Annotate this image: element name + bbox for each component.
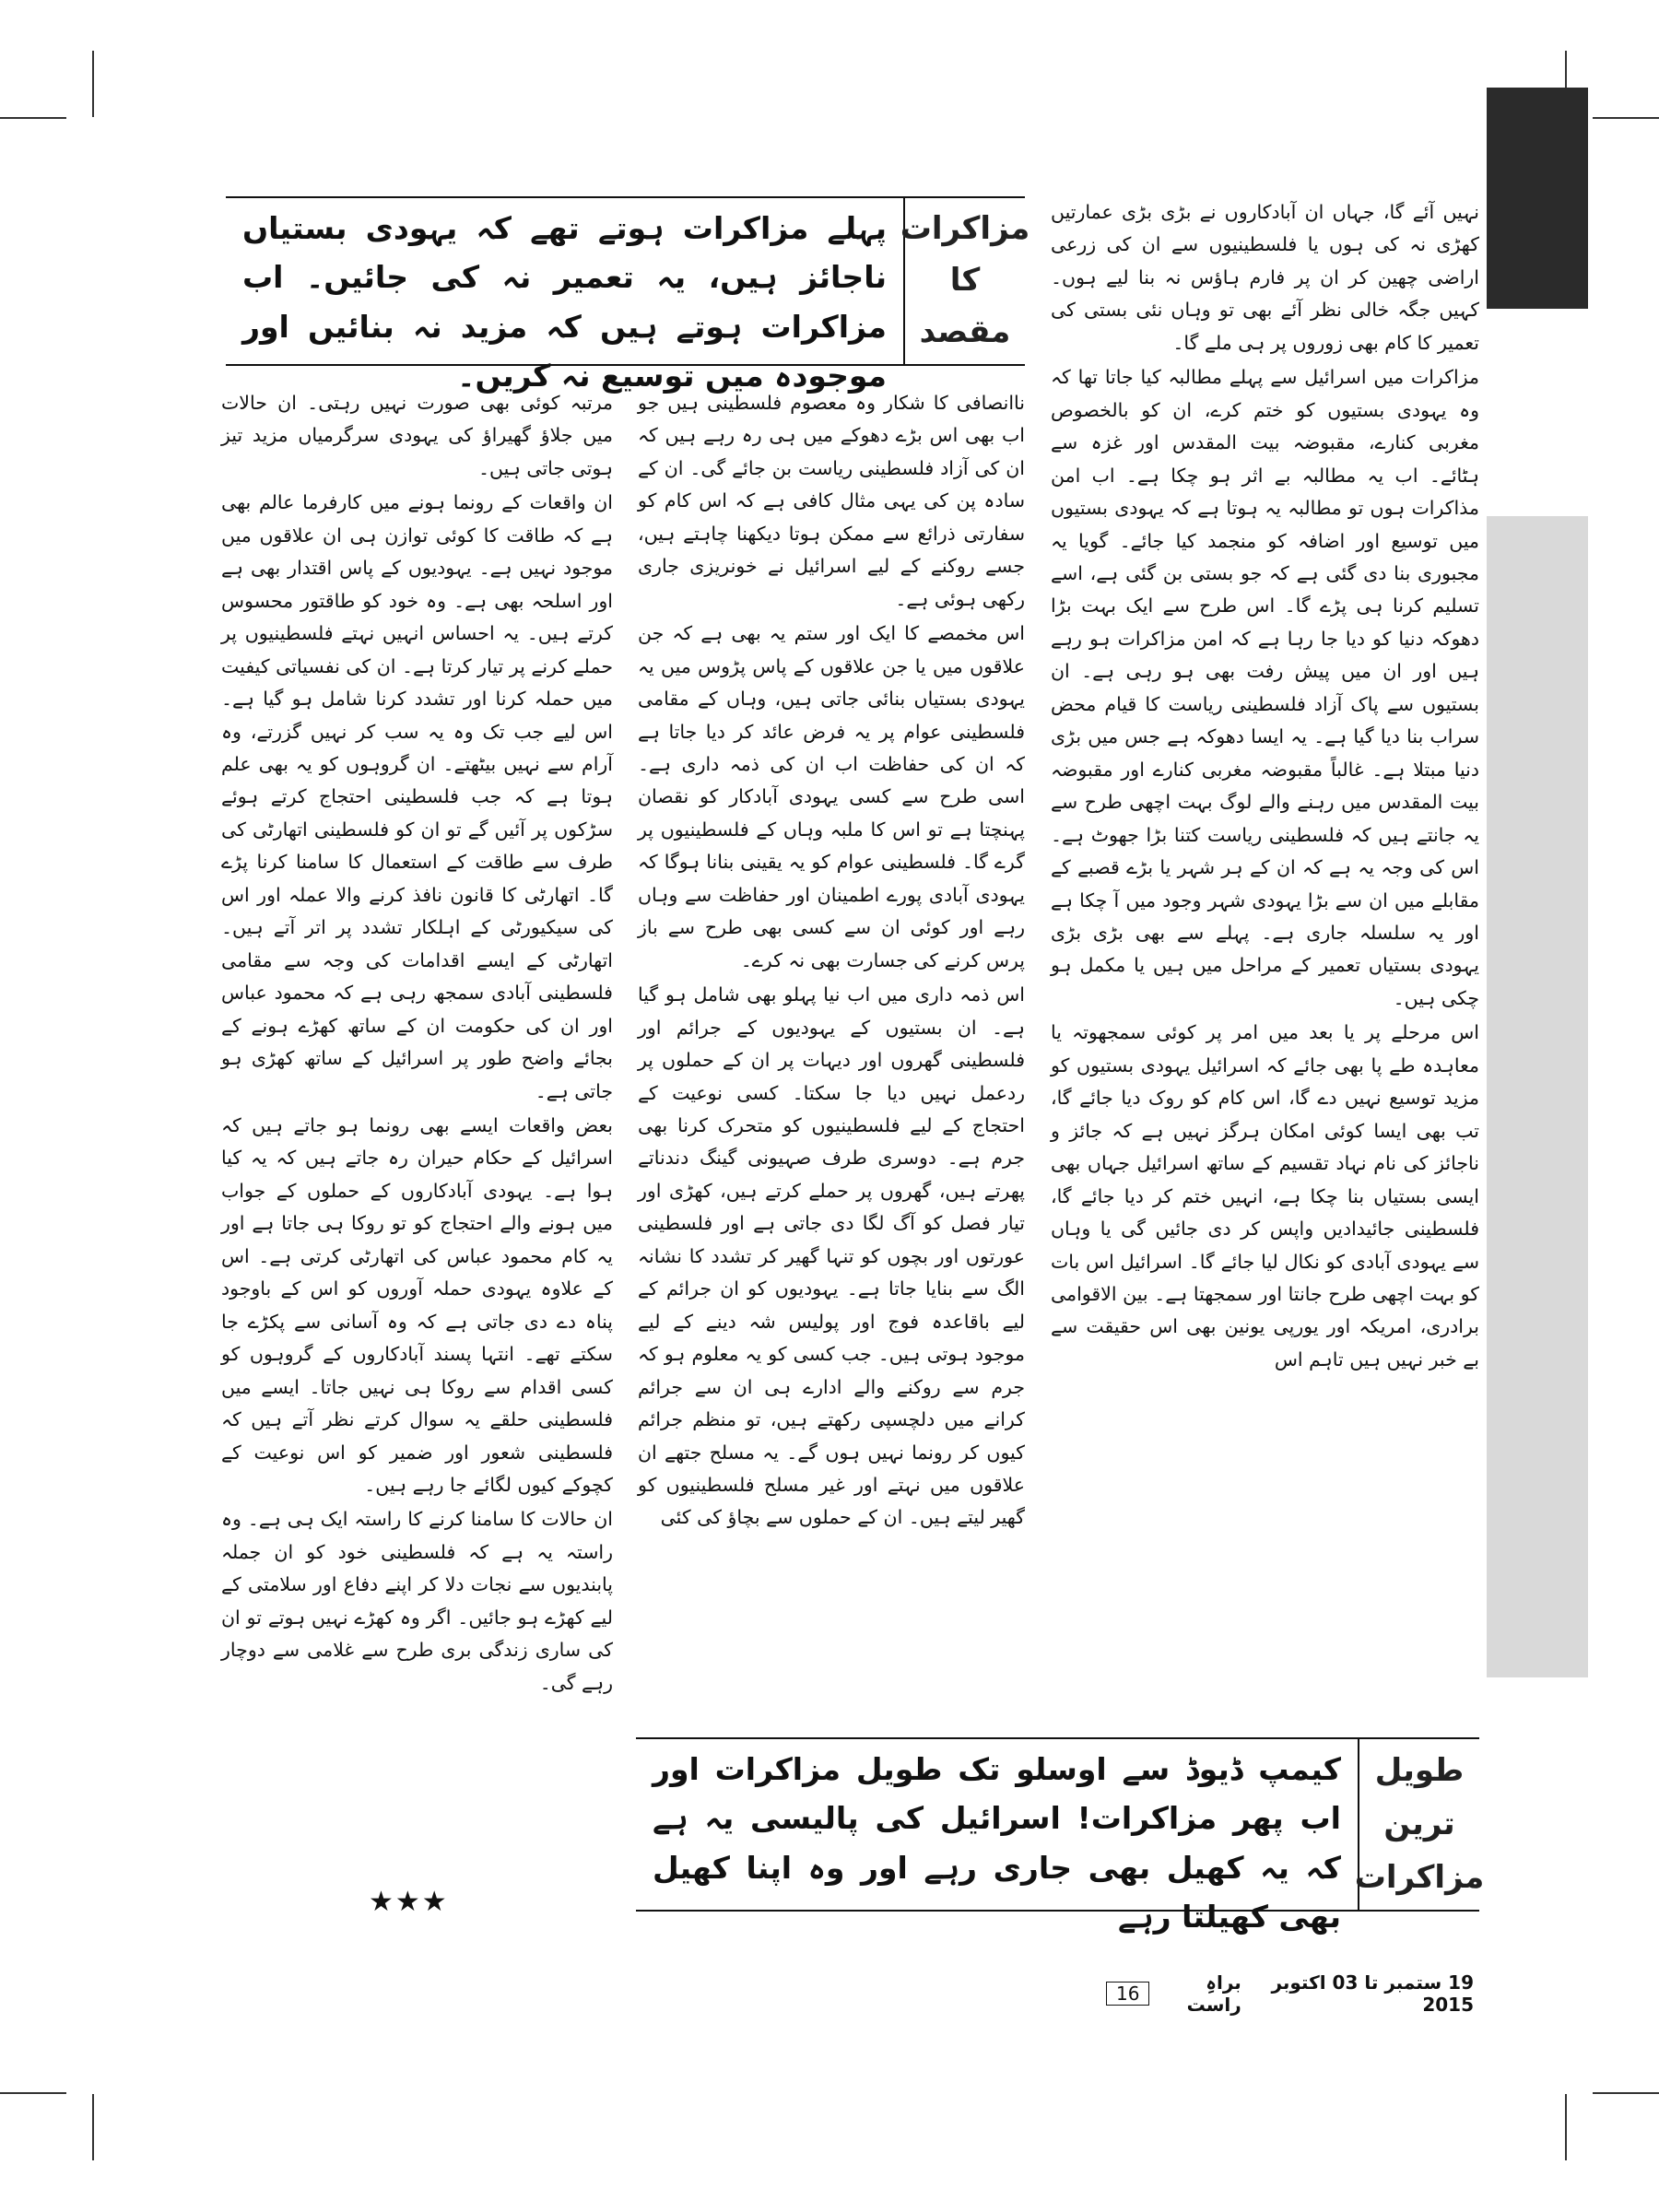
pull-quote-label-line: ترین: [1383, 1805, 1455, 1842]
issue-date: 19 ستمبر تا 03 اکتوبر 2015: [1271, 1971, 1474, 2016]
pull-quote-label-line: مزاکرات: [900, 210, 1030, 248]
page-number: 16: [1106, 1982, 1149, 2006]
paragraph: اس مخمصے کا ایک اور ستم یہ بھی ہے کہ جن علاقوں میں یا جن علاقوں کے پاس پڑوس میں یہ یہودی بستیاں بنائی جاتی ہیں، وہاں کے مقامی فلسطینی عوام پر یہ فرض عائد کر دیا جاتا ہے کہ ان کی حفاظت اب ان کی ذمہ داری ہے۔ اسی طرح سے کسی یہودی آبادکار کو نقصان پہنچتا ہے تو اس کا ملبہ وہاں کے فلسطینیوں پر گرے گا۔ فلسطینی عوام کو یہ یقینی بنانا ہوگا کہ یہودی آبادی پورے اطمینان اور حفاظت سے وہاں رہے اور کوئی ان سے کسی بھی طرح سے باز پرس کرنے کی جسارت بھی نہ کرے۔: [638, 622, 1025, 971]
crop-mark: [1593, 117, 1659, 119]
article-column-left: [221, 387, 613, 1880]
article-column-middle: [638, 387, 1025, 1899]
crop-mark: [92, 2094, 94, 2160]
page-footer: [1106, 1971, 1479, 2016]
pull-quote-label-line: طویل: [1374, 1752, 1465, 1790]
crop-mark: [92, 51, 94, 117]
page-edge-tab-dark: [1487, 88, 1588, 309]
pull-quote-label-line: مقصد: [919, 313, 1011, 351]
paragraph: ان حالات کا سامنا کرنے کا راستہ ایک ہی ہے۔ وہ راستہ یہ ہے کہ فلسطینی خود کو ان جملہ پابندیوں سے نجات دلا کر اپنے دفاع اور سلامتی کے لیے کھڑے ہو جائیں۔ اگر وہ کھڑے نہیں ہوتے تو ان کی ساری زندگی بری طرح سے غلامی سے دوچار رہے گی۔: [221, 1508, 613, 1694]
pull-quote-text: کیمپ ڈیوڈ سے اوسلو تک طویل مزاکرات اور اب پھر مزاکرات! اسرائیل کی پالیسی یہ ہے کہ یہ کھیل بھی جاری رہے اور وہ اپنا کھیل بھی کھیلتا رہے: [653, 1751, 1341, 1936]
paragraph: بعض واقعات ایسے بھی رونما ہو جاتے ہیں کہ اسرائیل کے حکام حیران رہ جاتے ہیں کہ یہ کیا ہوا ہے۔ یہودی آبادکاروں کے حملوں کے جواب میں ہونے والے احتجاج کو تو روکا ہی جاتا ہے اور یہ کام محمود عباس کی اتھارٹی کرتی ہے۔ اس کے علاوہ یہودی حملہ آوروں کو اس کے باوجود پناہ دے دی جاتی ہے کہ وہ آسانی سے پکڑے جا سکتے تھے۔ انتہا پسند آبادکاروں کے گروہوں کو کسی اقدام سے روکا ہی نہیں جاتا۔ ایسے میں فلسطینی حلقے یہ سوال کرتے نظر آتے ہیں کہ فلسطینی شعور اور ضمیر کو اس نوعیت کے کچوکے کیوں لگائے جا رہے ہیں۔: [221, 1113, 613, 1496]
pull-quote-label-line: کا: [949, 262, 981, 300]
pull-quote-label: [1354, 1739, 1485, 1910]
paragraph: ناانصافی کا شکار وہ معصوم فلسطینی ہیں جو اب بھی اس بڑے دھوکے میں ہی رہ رہے ہیں کہ ان کی آزاد فلسطینی ریاست بن جائے گی۔ ان کے سادہ پن کی یہی مثال کافی ہے کہ اس کام کو سفارتی ذرائع سے ممکن ہوتا دیکھنا چاہتے ہیں، جسے روکنے کے لیے اسرائیل نے خونریزی جاری رکھی ہوئی ہے۔: [638, 392, 1025, 610]
magazine-name: براہِ راست: [1186, 1971, 1241, 2016]
crop-mark: [1565, 2094, 1567, 2160]
end-mark: ★★★: [369, 1886, 449, 1918]
pull-quote-label-line: مزاکرات: [1354, 1858, 1485, 1896]
page-edge-tab-light: [1487, 516, 1588, 1677]
article-column-right: [1051, 196, 1479, 1901]
crop-mark: [1593, 2092, 1659, 2094]
pull-quote-label: [900, 198, 1030, 364]
pull-quote-text: پہلے مزاکرات ہوتے تھے کہ یہودی بستیاں ناجائز ہیں، یہ تعمیر نہ کی جائیں۔ اب مزاکرات ہوتے ہیں کہ مزید نہ بنائیں اور موجودہ میں توسیع نہ کریں۔: [242, 210, 887, 394]
paragraph: مزاکرات میں اسرائیل سے پہلے مطالبہ کیا جاتا تھا کہ وہ یہودی بستیوں کو ختم کرے، ان کو بالخصوص مغربی کنارے، مقبوضہ بیت المقدس اور غزہ سے ہٹائے۔ اب یہ مطالبہ بے اثر ہو چکا ہے۔ اب امن مذاکرات ہوں تو مطالبہ یہ ہوتا ہے کہ یہودی بستیوں میں توسیع اور اضافہ کو منجمد کیا جائے۔ گویا یہ مجبوری بنا دی گئی ہے کہ جو بستی بن گئی ہے، اسے تسلیم کرنا ہی پڑے گا۔ اس طرح سے ایک بہت بڑا دھوکہ دنیا کو دیا جا رہا ہے کہ امن مزاکرات ہو رہے ہیں اور ان میں پیش رفت بھی ہو رہی ہے۔ ان بستیوں سے پاک آزاد فلسطینی ریاست کا قیام محض سراب بنا دیا گیا ہے۔ یہ ایسا دھوکہ ہے جس میں بڑی دنیا مبتلا ہے۔ غالباً مقبوضہ مغربی کنارے اور مقبوضہ بیت المقدس میں رہنے والے لوگ بہت اچھی طرح سے یہ جانتے ہیں کہ فلسطینی ریاست کتنا بڑا جھوٹ ہے۔ اس کی وجہ یہ ہے کہ ان کے ہر شہر یا بڑے قصبے کے مقابلے میں ان سے بڑا یہودی شہر وجود میں آ چکا ہے اور یہ سلسلہ جاری ہے۔ پہلے سے بھی بڑی بڑی یہودی بستیاں تعمیر کے مراحل میں ہیں یا مکمل ہو چکی ہیں۔: [1051, 366, 1479, 1009]
crop-mark: [0, 2092, 66, 2094]
crop-mark: [0, 117, 66, 119]
paragraph: ان واقعات کے رونما ہونے میں کارفرما عالم بھی ہے کہ طاقت کا کوئی توازن ہی ان علاقوں میں موجود نہیں ہے۔ یہودیوں کے پاس اقتدار بھی ہے اور اسلحہ بھی ہے۔ وہ خود کو طاقتور محسوس کرتے ہیں۔ یہ احساس انہیں نہتے فلسطینیوں پر حملے کرنے پر تیار کرتا ہے۔ ان کی نفسیاتی کیفیت میں حملہ کرنا اور تشدد کرنا شامل ہو گیا ہے۔ اس لیے جب تک وہ یہ سب کر نہیں گزرتے، وہ آرام سے نہیں بیٹھتے۔ ان گروہوں کو یہ بھی علم ہوتا ہے کہ جب فلسطینی احتجاج کرتے ہوئے سڑکوں پر آئیں گے تو ان کو فلسطینی اتھارٹی کی طرف سے طاقت کے استعمال کا سامنا کرنا پڑے گا۔ اتھارٹی کا قانون نافذ کرنے والا عملہ اور اس کی سیکیورٹی کے اہلکار تشدد پر اتر آتے ہیں۔ اتھارٹی کے ایسے اقدامات کی وجہ سے مقامی فلسطینی آبادی سمجھ رہی ہے کہ محمود عباس اور ان کی حکومت ان کے ساتھ کھڑے ہونے کے بجائے واضح طور پر اسرائیل کے ساتھ کھڑی ہو جاتی ہے۔: [221, 491, 613, 1102]
paragraph: اس ذمہ داری میں اب نیا پہلو بھی شامل ہو گیا ہے۔ ان بستیوں کے یہودیوں کے جرائم اور فلسطینی گھروں اور دیہات پر ان کے حملوں پر ردعمل نہیں دیا جا سکتا۔ کسی نوعیت کے احتجاج کے لیے فلسطینیوں کو متحرک کرنا بھی جرم ہے۔ دوسری طرف صہیونی گینگ دندناتے پھرتے ہیں، گھروں پر حملے کرتے ہیں، کھڑی اور تیار فصل کو آگ لگا دی جاتی ہے اور فلسطینی عورتوں اور بچوں کو تنہا گھیر کر تشدد کا نشانہ الگ سے بنایا جاتا ہے۔ یہودیوں کو ان جرائم کے لیے باقاعدہ فوج اور پولیس شہ دینے کے لیے موجود ہوتی ہیں۔ جب کسی کو یہ معلوم ہو کہ جرم سے روکنے والے ادارے ہی ان سے جرائم کرانے میں دلچسپی رکھتے ہیں، تو منظم جرائم کیوں کر رونما نہیں ہوں گے۔ یہ مسلح جتھے ان علاقوں میں نہتے اور غیر مسلح فلسطینیوں کو گھیر لیتے ہیں۔ ان کے حملوں سے بچاؤ کی کئی: [638, 983, 1025, 1529]
paragraph: مرتبہ کوئی بھی صورت نہیں رہتی۔ ان حالات میں جلاؤ گھیراؤ کی یہودی سرگرمیاں مزید تیز ہوتی جاتی ہیں۔: [221, 392, 613, 479]
paragraph: نہیں آئے گا، جہاں ان آبادکاروں نے بڑی بڑی عمارتیں کھڑی نہ کی ہوں یا فلسطینیوں سے ان کی زرعی اراضی چھین کر ان پر فارم ہاؤس نہ بنا لیے ہوں۔ کہیں جگہ خالی نظر آئے بھی تو وہاں نئی بستی کی تعمیر کا کام بھی زوروں پر ہی ملے گا۔: [1051, 201, 1479, 354]
pull-quote-bottom: [636, 1737, 1485, 1936]
pull-quote-top: [226, 196, 1030, 394]
paragraph: اس مرحلے پر یا بعد میں امر پر کوئی سمجھوتہ یا معاہدہ طے پا بھی جائے کہ اسرائیل یہودی بستیوں کو مزید توسیع نہیں دے گا، اس کام کو روک دیا جائے گا، تب بھی ایسا کوئی امکان ہرگز نہیں ہے کہ جائز و ناجائز کی نام نہاد تقسیم کے ساتھ اسرائیل جہاں بھی ایسی بستیاں بنا چکا ہے، انہیں ختم کر دیا جائے گا، فلسطینی جائیدادیں واپس کر دی جائیں گی یا وہاں سے یہودی آبادی کو نکال لیا جائے گا۔ اسرائیل اس بات کو بہت اچھی طرح جانتا اور سمجھتا ہے۔ بین الاقوامی برادری، امریکہ اور یورپی یونین بھی اس حقیقت سے بے خبر نہیں ہیں تاہم اس: [1051, 1021, 1479, 1371]
